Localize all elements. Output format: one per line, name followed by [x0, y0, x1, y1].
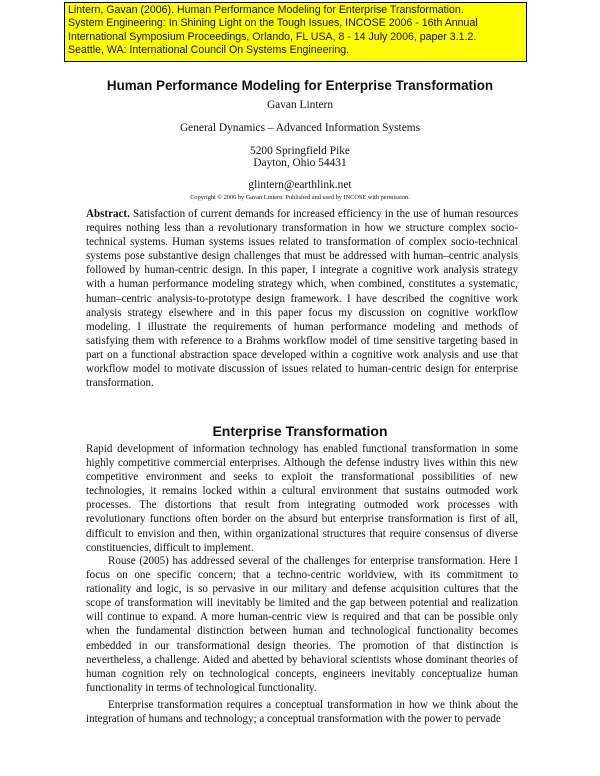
address-street: 5200 Springfield Pike: [250, 145, 350, 157]
citation-box: [64, 2, 527, 62]
citation-line: Seattle, WA: International Council On Systems Engineering.: [68, 44, 350, 57]
body-paragraph: Rouse (2005) has addressed several of the challenges for enterprise transformation. Here I focus on one specific concern; that a techno-centric worldview, with its commitment to rationality and logic, is so pervasive in our military and defense acquisition cultures that the scope of transformation will inevitably be limited and the gap between potential and realization will continue to expand. A more human-centric view is required and that can be possible only when the fundamental distinction between human and technological functionality becomes embedded in our transformational design theories. The promotion of that distinction is nevertheless, a challenge. Aided and abetted by behavioral scientists whose dominant theories of human cognition rely on technological concepts, engineers inevitably conceptualize human functionality in terms of technological functionality.: [86, 555, 518, 694]
abstract-text: Satisfaction of current demands for increased efficiency in the use of human resources requires nothing less than a revolutionary transformation in how we structure complex socio-technical systems. Human systems issues related to transformation of complex socio-technical systems pose substantive design challenges that must be addressed with human–centric analysis followed by human-centric design. In this paper, I integrate a cognitive work analysis strategy with a human performance modeling strategy which, when combined, constitutes a systematic, human–centric analysis-to-prototype design framework. I have described the cognitive work analysis strategy elsewhere and in this paper focus my discussion on cognitive workflow modeling. I illustrate the requirements of human performance modeling and methods of satisfying them with reference to a Brahms workflow model of time sensitive targeting based in part on a functional abstraction space developed within a cognitive work analysis and use that workflow model to motivate discussion of issues related to human-centric design for enterprise transformation.: [86, 208, 518, 390]
author-email: glintern@earthlink.net: [248, 179, 352, 191]
author-affiliation: General Dynamics – Advanced Information Systems: [179, 122, 421, 134]
author-name: Gavan Lintern: [266, 99, 334, 111]
abstract-paragraph: [86, 207, 518, 390]
body-paragraph: Enterprise transformation requires a conceptual transformation in how we think about the integration of humans and technology; a conceptual transformation with the power to pervade: [86, 699, 518, 726]
abstract-label: Abstract.: [86, 208, 130, 220]
body-paragraph: Rapid development of information technology has enabled functional transformation in some highly competitive commercial enterprises. Although the defense industry lives within this new competitive environment and seeks to exploit the transformational possibilities of new technologies, it remains locked within a cultural environment that sustains outmoded work processes. The distortions that result from integrating outmoded work processes with revolutionary functions often border on the absurd but enterprise transformation is first of all, difficult to envision and then, within organizational structures that require consensus of diverse constituencies, difficult to implement.: [86, 443, 518, 554]
address-city: Dayton, Ohio 54431: [253, 157, 347, 169]
paper-title: Human Performance Modeling for Enterprise Transformation: [106, 78, 494, 93]
copyright-notice: Copyright © 2006 by Gavan Lintern. Published and used by INCOSE with permission.: [190, 194, 410, 201]
citation-line: Lintern, Gavan (2006). Human Performance Modeling for Enterprise Transformation.: [68, 4, 464, 16]
citation-line: System Engineering: In Shining Light on the Tough Issues, INCOSE 2006 - 16th Annual: [68, 17, 478, 30]
citation-line: International Symposium Proceedings, Orlando, FL USA, 8 - 14 July 2006, paper 3.1.2.: [68, 30, 477, 43]
section-heading: Enterprise Transformation: [212, 423, 388, 439]
